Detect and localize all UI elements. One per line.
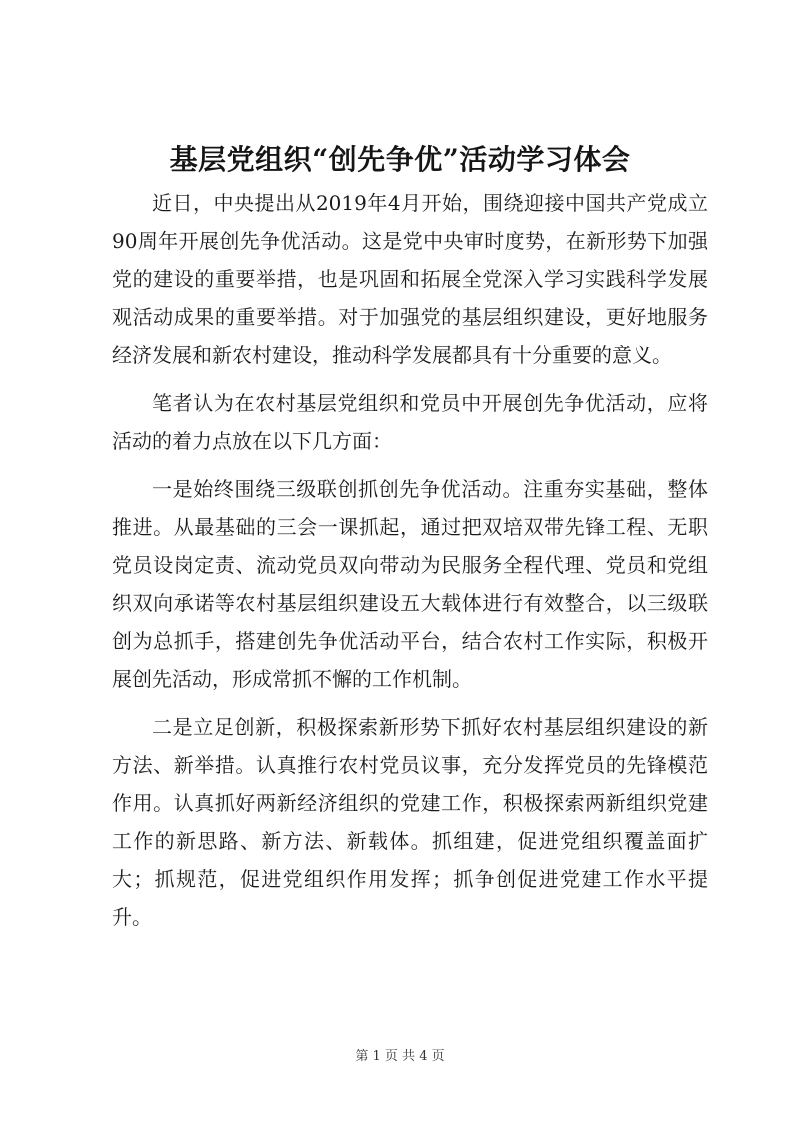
document-body xyxy=(112,184,708,946)
paragraph-intro: 近日，中央提出从2019年4月开始，围绕迎接中国共产党成立90周年开展创先争优活动。这是党中央审时度势，在新形势下加强党的建设的重要举措，也是巩固和拓展全党深入学习实践科学发展观活动成果的重要举措。对于加强党的基层组织建设，更好地服务经济发展和新农村建设，推动科学发展都具有十分重要的意义。 xyxy=(112,191,708,367)
paragraph-viewpoint: 笔者认为在农村基层党组织和党员中开展创先争优活动，应将活动的着力点放在以下几方面： xyxy=(112,391,708,453)
paragraph-point-one: 一是始终围绕三级联创抓创先争优活动。注重夯实基础，整体推进。从最基础的三会一课抓起，通过把双培双带先锋工程、无职党员设岗定责、流动党员双向带动为民服务全程代理、党员和党组织双向承诺等农村基层组织建设五大载体进行有效整合，以三级联创为总抓手，搭建创先争优活动平台，结合农村工作实际，积极开展创先活动，形成常抓不懈的工作机制。 xyxy=(112,477,708,691)
page-number-footer: 第 1 页 共 4 页 xyxy=(355,1049,445,1064)
document-title: 基层党组织“创先争优”活动学习体会 xyxy=(169,143,631,176)
paragraph-point-two: 二是立足创新，积极探索新形势下抓好农村基层组织建设的新方法、新举措。认真推行农村党员议事，充分发挥党员的先锋模范作用。认真抓好两新经济组织的党建工作，积极探索两新组织党建工作的新思路、新方法、新载体。抓组建，促进党组织覆盖面扩大；抓规范，促进党组织作用发挥；抓争创促进党建工作水平提升。 xyxy=(112,715,708,929)
